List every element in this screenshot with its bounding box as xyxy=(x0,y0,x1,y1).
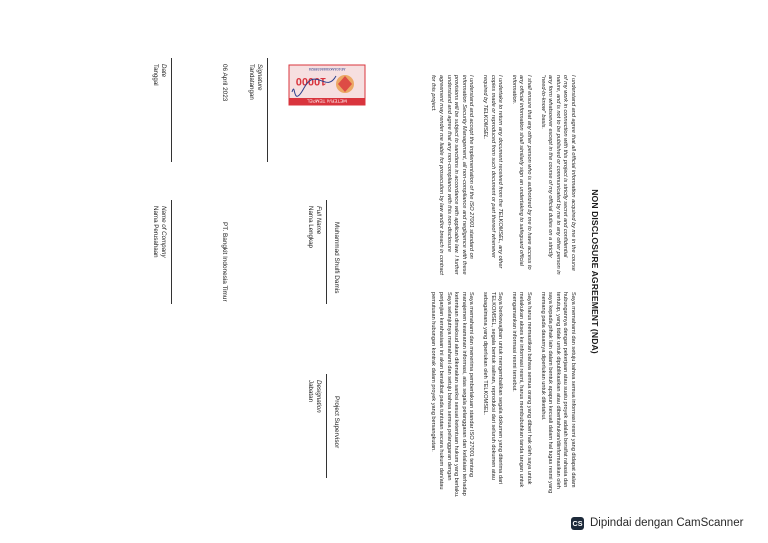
indonesian-clause-1: Saya memahami dan setuju bahwa semua informasi resmi yang didapat dalam hubungannya dengan pekerjaan atau suatu proyek adalah bersifat rahasia dan tertutup, yang tidak untuk dipublikasikan atau diberitahukan/diinformasikan oleh saya kepada pihak lain dalam bentuk apapun kecuali dalam hal tugas resmi yang memang pada dasarnya diperlukan untuk diketahui. xyxy=(539,292,576,494)
signature-label xyxy=(248,64,263,100)
company-label xyxy=(152,206,167,258)
signature-label-id: Tandatangan xyxy=(248,64,256,100)
company-line xyxy=(171,200,172,304)
full-name-value: Muhammad Shulfi Damis xyxy=(333,222,340,294)
company-label-id: Nama Perusahaan xyxy=(152,206,160,258)
company-label-en: Name of Company xyxy=(160,206,167,258)
full-name-line xyxy=(326,200,327,304)
indonesian-clauses xyxy=(423,292,576,502)
designation-line xyxy=(326,374,327,478)
date-label xyxy=(152,64,167,86)
indonesian-clause-2: Saya harus memastikan bahwa semua orang yang diberi hak oleh saya untuk melakukan akses ke informasi resmi, harus membubuhkan tanda tangan untuk mengamankan informasi resmi tersebut. xyxy=(510,292,533,488)
camscanner-text: Dipindai dengan CamScanner xyxy=(590,517,744,529)
full-name-label-en: Full Name xyxy=(315,206,322,235)
stamp-serial: AE4C8AKX888630028 xyxy=(308,66,346,70)
date-line xyxy=(171,58,172,162)
camscanner-badge xyxy=(571,513,755,533)
english-clause-2: I shall ensure that any other person who is authorized by me to have access to any official information shall similarly sign an undertaking to safeguard official information. xyxy=(510,75,533,270)
document-title: NON DISCLOSURE AGREEMENT (NDA) xyxy=(590,189,600,354)
company-value: PT. Bangkit Indonesia Timur xyxy=(221,222,228,302)
signature-line xyxy=(267,58,268,162)
full-name-label xyxy=(307,206,322,248)
revenue-stamp xyxy=(288,64,366,106)
designation-label xyxy=(307,380,322,413)
english-clause-1: I understand and agree that all official information acquired by me in the course of my work in connection with this project is strictly secret and confidential nature, and is not to be published or communicated by me to any other person in any form whatsoever except in the course of my official duties on a strictly "need-to-know" basis. xyxy=(539,75,576,275)
date-label-en: Date xyxy=(160,64,167,78)
indonesian-clause-4: Saya memahami dan menerima pemberlakuan standar ISO 27001 tentang manajemen keamanan informasi, atas segala pelanggaran dan kelalaian terhadap ketentuan dimaksud akan dikenakan sanksi sesuai ketentuan hukum yang berlaku. Saya selanjutnya memahami dan setuju bahwa semua pelanggaran dengan perjanjian kerahasiaan ini akan berakibat pada tuntutan secara hukum dan/atau pemutusan hubungan kontrak dalam proyek yang bersangkutan. xyxy=(430,292,475,498)
full-name-label-id: Nama Lengkap xyxy=(307,206,315,248)
designation-label-id: Jabatan xyxy=(307,380,315,403)
date-label-id: Tanggal xyxy=(152,64,160,86)
english-clauses xyxy=(423,75,576,275)
stamp-amount: 10000 xyxy=(295,75,327,87)
camscanner-logo-icon: CS xyxy=(572,518,583,528)
english-clause-3: I undertake to return any document received from the TELKOMSEL, any other copies made or reproduced from such document or part thereof whenever required by TELKOMSEL. xyxy=(482,75,504,269)
designation-label-en: Designation xyxy=(315,380,322,413)
designation-value: Project Supervisor xyxy=(333,396,340,449)
english-clause-4: I understand and accept the implementation of the ISO 27001 standard on information Security Management, all non-compliance and negligence with these provisions will be subject to sanctions in accordance with applicable law. I further understand and agree that any non-compliance with this non-disclosure agreement may render me liable for prosecution by law and/or breach in contract for this project. xyxy=(430,75,475,275)
date-value: 06 April 2023 xyxy=(221,64,228,102)
indonesian-clause-3: Saya berkewajiban untuk mengembalikan segala dokumen yang diterima dari TELKOMSEL, segala bentuk salinan, reproduksi dari seluruh dokumen atau sebagaimana yang diperlukan oleh TELKOMSEL. xyxy=(482,292,504,485)
signature-label-en: Signature xyxy=(256,64,263,91)
stamp-header: METERAI TEMPEL xyxy=(307,98,347,104)
